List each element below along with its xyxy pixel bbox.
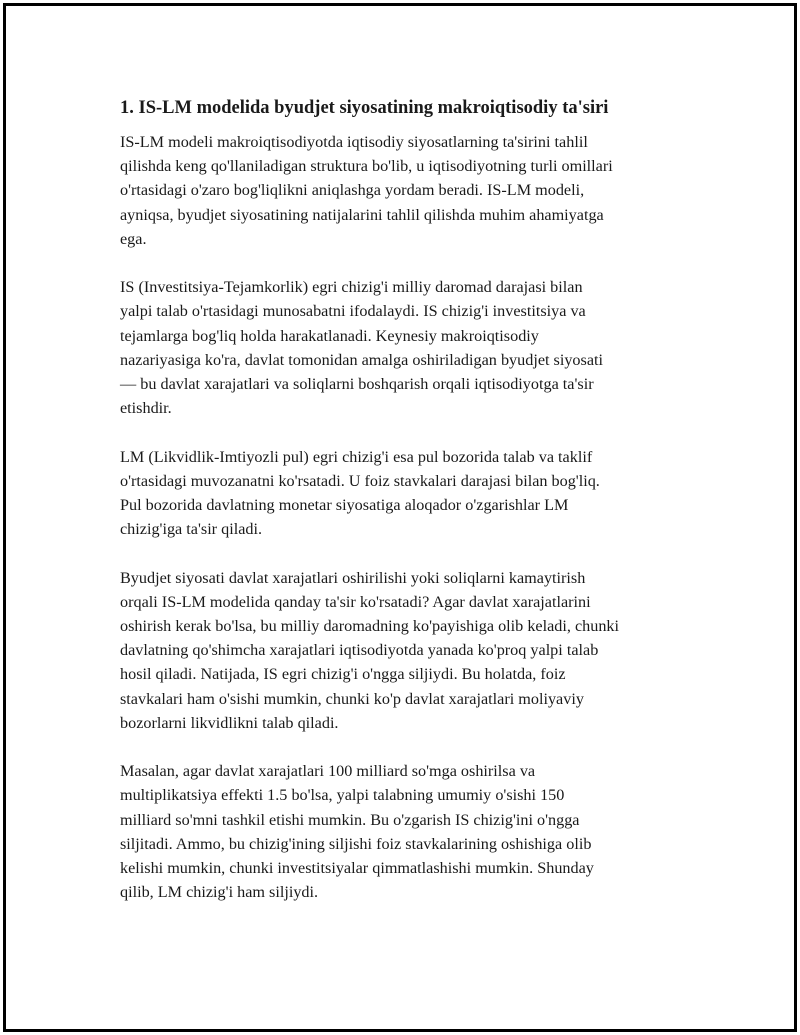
- text-line: stavkalari ham o'sishi mumkin, chunki ko'p davlat xarajatlari moliyaviy: [120, 689, 584, 708]
- page-frame: [3, 3, 797, 1032]
- text-line: kelishi mumkin, chunki investitsiyalar qimmatlashishi mumkin. Shunday: [120, 859, 594, 878]
- text-line: oshirish kerak bo'lsa, bu milliy daromadning ko'payishiga olib keladi, chunki: [120, 617, 620, 636]
- document-body: [120, 96, 700, 929]
- text-line: o'rtasidagi o'zaro bog'liqlikni aniqlashga yordam beradi. IS-LM modeli,: [120, 181, 585, 200]
- paragraph-1: [120, 130, 700, 251]
- text-line: qilishda keng qo'llaniladigan struktura bo'lib, u iqtisodiyotning turli omillari: [120, 157, 613, 176]
- text-line: ega.: [120, 229, 147, 248]
- text-line: ayniqsa, byudjet siyosatining natijalarini tahlil qilishda muhim ahamiyatga: [120, 205, 604, 224]
- text-line: orqali IS-LM modelida qanday ta'sir ko'rsatadi? Agar davlat xarajatlarini: [120, 592, 591, 611]
- paragraph-4: [120, 566, 700, 735]
- text-line: chizig'iga ta'sir qiladi.: [120, 520, 263, 539]
- text-line: Pul bozorida davlatning monetar siyosatiga aloqador o'zgarishlar LM: [120, 496, 569, 515]
- text-line: milliard so'mni tashkil etishi mumkin. Bu o'zgarish IS chizig'ini o'ngga: [120, 810, 580, 829]
- text-line: IS (Investitsiya-Tejamkorlik) egri chizig'i milliy daromad darajasi bilan: [120, 278, 583, 297]
- text-line: qilib, LM chizig'i ham siljiydi.: [120, 883, 319, 902]
- text-line: hosil qiladi. Natijada, IS egri chizig'i o'ngga siljiydi. Bu holatda, foiz: [120, 665, 566, 684]
- text-line: Byudjet siyosati davlat xarajatlari oshirilishi yoki soliqlarni kamaytirish: [120, 568, 586, 587]
- text-line: tejamlarga bog'liq holda harakatlanadi. Keynesiy makroiqtisodiy: [120, 326, 539, 345]
- text-line: LM (Likvidlik-Imtiyozli pul) egri chizig'i esa pul bozorida talab va taklif: [120, 447, 593, 466]
- text-line: IS-LM modeli makroiqtisodiyotda iqtisodiy siyosatlarning ta'sirini tahlil: [120, 133, 588, 151]
- text-line: — bu davlat xarajatlari va soliqlarni boshqarish orqali iqtisodiyotga ta'sir: [120, 375, 594, 394]
- text-line: yalpi talab o'rtasidagi munosabatni ifodalaydi. IS chizig'i investitsiya va: [120, 302, 586, 321]
- text-line: davlatning qo'shimcha xarajatlari iqtisodiyotda yanada ko'proq yalpi talab: [120, 641, 599, 660]
- paragraph-3: [120, 445, 700, 542]
- text-line: nazariyasiga ko'ra, davlat tomonidan amalga oshiriladigan byudjet siyosati: [120, 350, 604, 369]
- text-line: o'rtasidagi muvozanatni ko'rsatadi. U foiz stavkalari darajasi bilan bog'liq.: [120, 471, 600, 490]
- text-line: bozorlarni likvidlikni talab qiladi.: [120, 713, 339, 732]
- section-heading: 1. IS-LM modelida byudjet siyosatining makroiqtisodiy ta'siri: [120, 98, 609, 118]
- paragraph-2: [120, 275, 700, 420]
- text-line: multiplikatsiya effekti 1.5 bo'lsa, yalpi talabning umumiy o'sishi 150: [120, 786, 565, 805]
- text-line: siljitadi. Ammo, bu chizig'ining siljishi foiz stavkalarining oshishiga olib: [120, 834, 592, 853]
- text-line: Masalan, agar davlat xarajatlari 100 milliard so'mga oshirilsa va: [120, 762, 536, 781]
- paragraph-5: [120, 759, 700, 904]
- text-line: etishdir.: [120, 399, 172, 418]
